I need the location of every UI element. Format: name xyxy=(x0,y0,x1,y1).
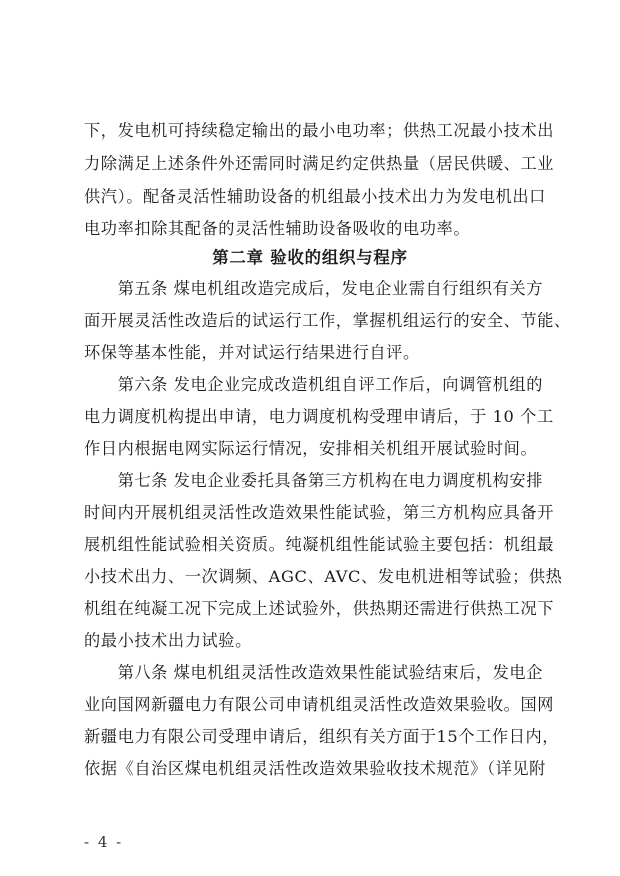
paragraph-line: 作日内根据电网实际运行情况，安排相关机组开展试验时间。 xyxy=(84,439,538,458)
paragraph-line: 面开展灵活性改造后的试运行工作，掌握机组运行的安全、节能、 xyxy=(84,311,571,330)
paragraph-line: 的最小技术出力试验。 xyxy=(84,631,252,650)
paragraph-line: 下，发电机可持续稳定输出的最小电功率；供热工况最小技术出 xyxy=(84,121,555,140)
paragraph-line: 新疆电力有限公司受理申请后，组织有关方面于15个工作日内， xyxy=(84,727,560,746)
paragraph-line: 第七条 发电企业委托具备第三方机构在电力调度机构安排 xyxy=(84,471,544,490)
paragraph-line: 第六条 发电企业完成改造机组自评工作后，向调管机组的 xyxy=(84,375,544,394)
paragraph-line: 机组在纯凝工况下完成上述试验外，供热期还需进行供热工况下 xyxy=(84,599,555,618)
paragraph-line: 第八条 煤电机组灵活性改造效果性能试验结束后，发电企 xyxy=(84,663,544,682)
paragraph-line: 业向国网新疆电力有限公司申请机组灵活性改造效果验收。国网 xyxy=(84,695,555,714)
paragraph-line: 时间内开展机组灵活性改造效果性能试验，第三方机构应具备开 xyxy=(84,503,555,522)
paragraph-line: 依据《自治区煤电机组灵活性改造效果验收技术规范》（详见附 xyxy=(84,759,546,778)
paragraph-line: 电力调度机构提出申请，电力调度机构受理申请后，于 10 个工 xyxy=(84,407,554,426)
page-number: - 4 - xyxy=(84,833,124,851)
paragraph-line: 电功率扣除其配备的灵活性辅助设备吸收的电功率。 xyxy=(84,219,471,238)
paragraph-line: 展机组性能试验相关资质。纯凝机组性能试验主要包括：机组最 xyxy=(84,535,555,554)
chapter-heading: 第二章 验收的组织与程序 xyxy=(212,248,408,267)
paragraph-line: 环保等基本性能，并对试运行结果进行自评。 xyxy=(84,343,420,362)
paragraph-line: 力除满足上述条件外还需同时满足约定供热量（居民供暖、工业 xyxy=(84,154,555,173)
paragraph-line: 小技术出力、一次调频、AGC、AVC、发电机进相等试验；供热 xyxy=(84,567,563,586)
paragraph-line: 第五条 煤电机组改造完成后，发电企业需自行组织有关方 xyxy=(84,279,544,298)
paragraph-line: 供汽）。配备灵活性辅助设备的机组最小技术出力为发电机出口 xyxy=(84,187,546,206)
